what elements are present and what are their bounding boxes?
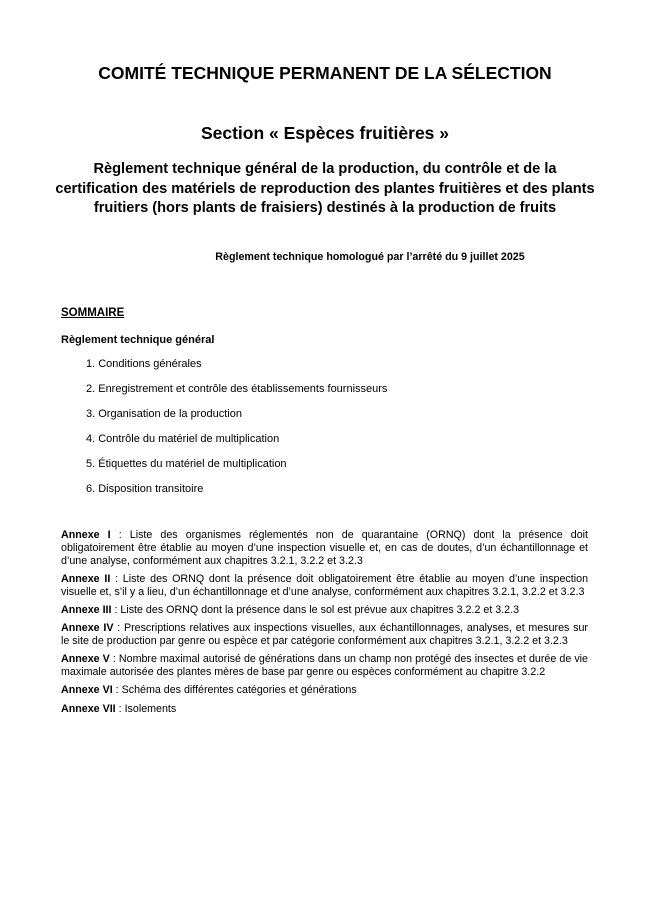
annex-item <box>61 684 588 697</box>
annex-label: Annexe V <box>61 653 110 666</box>
annex-label: Annexe III <box>61 603 112 616</box>
annex-text: : Liste des organismes réglementés non de quarantaine (ORNQ) dont la présence doit obligatoirement être établie au moyen d’une inspection visuelle et, en cas de doutes, d’un échantillonnage et d’une analyse, conformément aux chapitres 3.2.1, 3.2.2 et 3.2.3 <box>61 529 589 567</box>
section-title: Section « Espèces fruitières » <box>200 123 450 143</box>
annex-label: Annexe II <box>61 572 111 585</box>
annex-item <box>61 653 588 679</box>
annex-item <box>61 529 588 567</box>
document-subtitle: Règlement technique général de la production, du contrôle et de la certification des matériels de reproduction des plantes fruitières et des plants fruitiers (hors plants de fraisiers) destinés à la production de fruits <box>55 161 595 216</box>
annex-list <box>61 529 588 721</box>
annex-text: : Isolements <box>115 702 177 715</box>
annex-label: Annexe VII <box>61 702 116 715</box>
table-of-contents <box>86 357 387 507</box>
annex-item <box>61 573 588 599</box>
annex-item <box>61 622 588 648</box>
annex-item <box>61 604 588 617</box>
annex-text: : Schéma des différentes catégories et générations <box>112 684 357 697</box>
annex-label: Annexe VI <box>61 684 113 697</box>
page-title: COMITÉ TECHNIQUE PERMANENT DE LA SÉLECTION <box>98 63 552 83</box>
homologation-note: Règlement technique homologué par l’arrêté du 9 juillet 2025 <box>215 251 525 263</box>
annex-text: : Liste des ORNQ dont la présence doit obligatoirement être établie au moyen d’une inspection visuelle et, s’il y a lieu, d’un échantillonnage et d’une analyse, conformément aux chapitres 3.2.1, 3.2.2 et 3.2.3 <box>61 572 589 598</box>
sommaire-subheading: Règlement technique général <box>61 334 215 346</box>
annex-item <box>61 703 588 716</box>
sommaire-heading: SOMMAIRE <box>61 307 125 319</box>
toc-item: 2. Enregistrement et contrôle des établissements fournisseurs <box>86 383 388 395</box>
toc-item: 1. Conditions générales <box>86 358 202 370</box>
toc-item: 5. Étiquettes du matériel de multiplication <box>86 458 287 470</box>
annex-label: Annexe IV <box>61 622 114 635</box>
toc-item: 4. Contrôle du matériel de multiplication <box>86 433 280 445</box>
annex-text: : Nombre maximal autorisé de générations dans un champ non protégé des insectes et durée de vie maximale autorisée des plantes mères de base par genre ou espèces conformément au chapitre 3.2.2 <box>61 653 588 679</box>
annex-text: : Prescriptions relatives aux inspections visuelles, aux échantillonnages, analyses, et mesures sur le site de production par genre ou espèce et par catégorie conformément aux chapitres 3.2.1, 3.2.2 et 3.2.3 <box>61 622 588 648</box>
toc-item: 3. Organisation de la production <box>86 408 242 420</box>
toc-item: 6. Disposition transitoire <box>86 483 204 495</box>
annex-text: : Liste des ORNQ dont la présence dans le sol est prévue aux chapitres 3.2.2 et 3.2.3 <box>111 603 520 616</box>
annex-label: Annexe I <box>61 529 111 541</box>
